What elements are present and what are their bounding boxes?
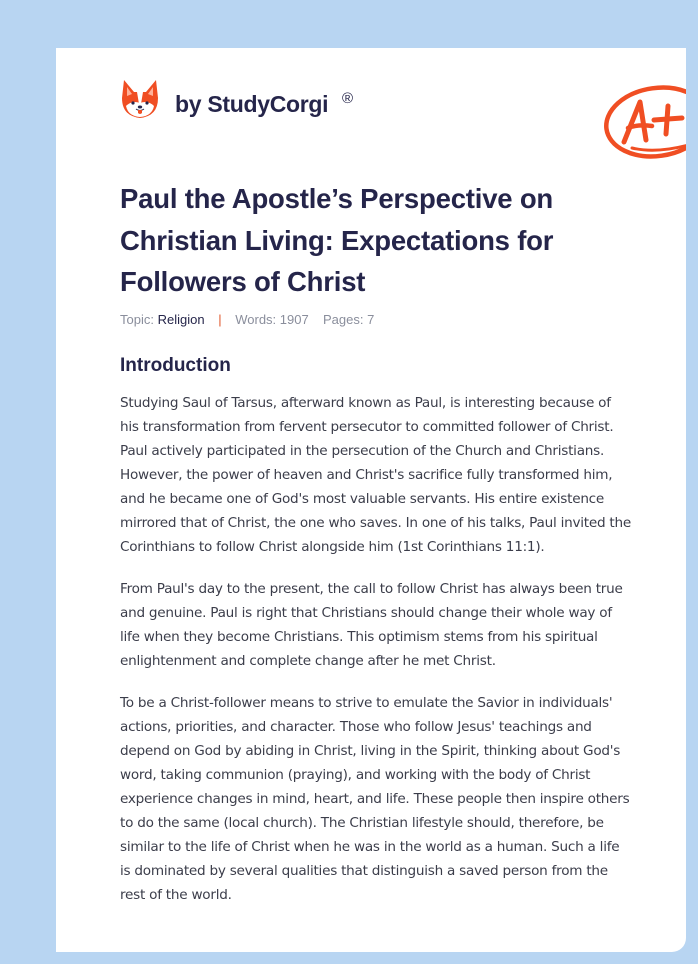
article-meta — [120, 312, 374, 327]
paragraph: From Paul's day to the present, the call to follow Christ has always been true and genuine. Paul is right that Christians should change their whole way of life when they become Christians. This optimism stems from his spiritual enlightenment and complete change after he met Christ. — [120, 581, 623, 669]
article-body — [120, 391, 632, 925]
meta-separator: | — [218, 312, 222, 327]
words-value: 1907 — [279, 312, 309, 327]
topic-label: Topic: — [120, 312, 154, 327]
brand-name[interactable]: by StudyCorgi — [175, 91, 329, 117]
corgi-logo-icon[interactable] — [120, 76, 160, 122]
article-title: Paul the Apostle’s Perspective on Christian Living: Expectations for Followers of Christ — [120, 183, 554, 297]
section-heading: Introduction — [120, 355, 231, 376]
registered-mark: ® — [342, 90, 354, 107]
document-card — [56, 48, 686, 952]
topic-link[interactable]: Religion — [157, 312, 205, 327]
paragraph: Studying Saul of Tarsus, afterward known as Paul, is interesting because of his transformation from fervent persecutor to committed follower of Christ. Paul actively participated in the persecution of the Church and Christians. However, the power of heaven and Christ's sacrifice fully transformed him, and he became one of God's most valuable servants. His entire existence mirrored that of Christ, the one who saves. In one of his talks, Paul invited the Corinthians to follow Christ alongside him (1st Corinthians 11:1). — [120, 395, 631, 555]
header — [120, 74, 660, 144]
paragraph: To be a Christ-follower means to strive to emulate the Savior in individuals' actions, priorities, and character. Those who follow Jesus' teachings and depend on God by abiding in Christ, living in the Spirit, thinking about God's word, taking communion (praying), and working with the body of Christ experience changes in mind, heart, and life. These people then inspire others to do the same (local church). The Christian lifestyle should, therefore, be similar to the life of Christ when he was in the world as a human. Such a life is dominated by several qualities that distinguish a saved person from the rest of the world. — [120, 695, 630, 903]
words-label: Words: — [235, 312, 277, 327]
pages-value: 7 — [367, 312, 375, 327]
pages-label: Pages: — [322, 312, 364, 327]
a-plus-grade-icon — [602, 84, 686, 164]
